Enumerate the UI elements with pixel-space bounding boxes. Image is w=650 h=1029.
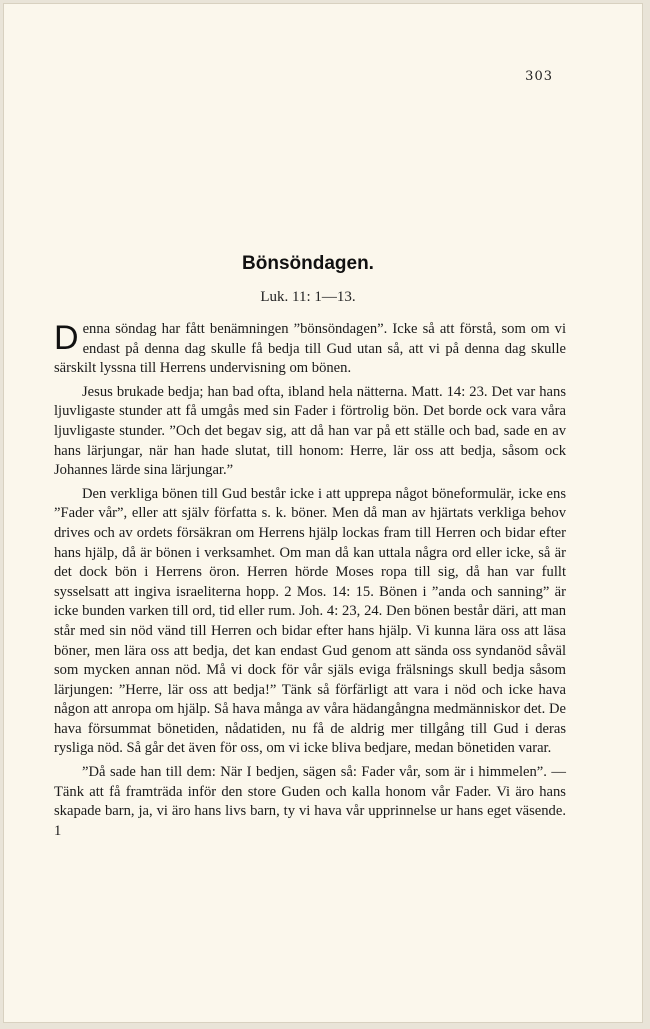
paragraph-4: ”Då sade han till dem: När I bedjen, sägen så: Fader vår, som är i himmelen”. — Tänk att få framträda inför den store Guden och kalla honom vår Fader. Vi äro hans skapade barn, ja, vi äro hans livs barn, ty vi hava vår upprinnelse ur hans eget väsende. 1 — [54, 764, 566, 839]
paragraph-3: Den verkliga bönen till Gud består icke i att upprepa något böneformulär, icke ens ”Fader vår”, eller att själv författa s. k. böner. Men då man av hjärtats verkliga behov drives och av ordets försäkran om Herrens hjälp lockas fram till Herren och bidar efter hans hjälp, då är bönen i verksamhet. Om man då kan uttala några ord eller icke, så är det dock bön i Herrens öron. Herren hörde Moses ropa till sig, då han var fullt sysselsatt att ingiva israeliterna hopp. 2 Mos. 14: 15. Bönen i ”anda och sanning” är icke bunden varken till ord, tid eller rum. Joh. 4: 23, 24. Den bönen består däri, att man står med sin nöd vänd till Herren och bidar efter hans hjälp. Vi kunna lära oss att läsa böner, men lära oss att bedja, det kan endast Gud genom att sända oss syndanöd såväl som mycken annan nöd. Må vi dock för vår själs eviga frälsnings skull bedja såsom lärjungen: ”Herre, lär oss att bedja!” Tänk så förfärligt att vara i nöd och icke hava någon att anropa om hjälp. Så hava många av våra hädangångna medmänniskor det. De hava försummat bönetiden, nådatiden, nu få de aldrig mer tillgång till Gud i deras rysliga nöd. Så går det även för oss, om vi icke bliva bedjare, medan bönetiden varar. — [54, 485, 566, 757]
paragraph-2: Jesus brukade bedja; han bad ofta, ibland hela nätterna. Matt. 14: 23. Det var hans ljuvligaste stunder att få umgås med sin Fader i förtrolig bön. Det borde ock vara våra ljuvligaste stunder. ”Och det begav sig, att då han var på ett ställe och bad, sade en av hans lärjungar, när han hade slutat, till honom: Herre, lär oss att bedja, såsom ock Johannes lärde sina lärjungar.” — [54, 383, 566, 479]
paragraph-text: enna söndag har fått benämningen ”bönsöndagen”. Icke så att förstå, som om vi endast på denna dag skulle få bedja till Gud utan så, att vi på denna dag skulle särskilt lyssna till Herrens undervisning om bönen. — [54, 321, 566, 377]
page-title: Bönsöndagen. — [242, 253, 374, 274]
drop-cap: D — [54, 319, 79, 357]
scripture-reference: Luk. 11: 1—13. — [260, 289, 356, 305]
book-page — [3, 3, 643, 1023]
page-number: 303 — [525, 69, 553, 84]
body-text — [54, 320, 566, 845]
paragraph-1 — [54, 320, 566, 379]
